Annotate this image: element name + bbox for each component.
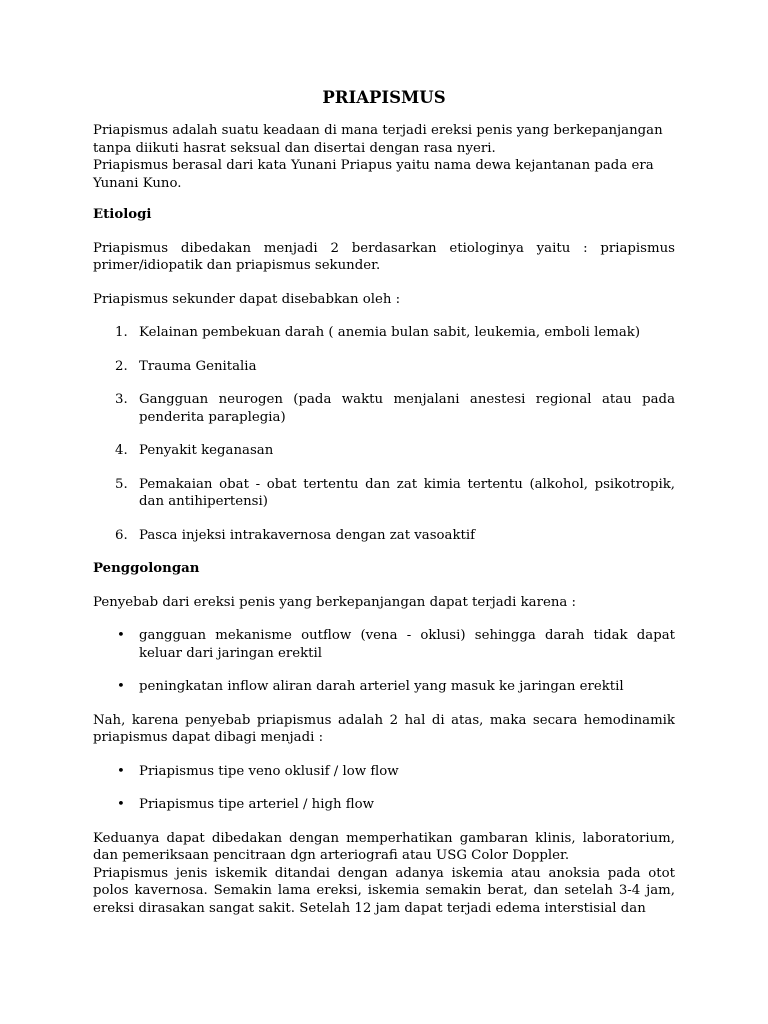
- list-item: [93, 627, 675, 662]
- bullet-icon: •: [117, 679, 125, 694]
- intro-section: [93, 122, 675, 192]
- list-item-text: Pasca injeksi intrakavernosa dengan zat vasoaktif: [139, 527, 476, 543]
- etiologi-numbered-list: [93, 324, 675, 544]
- list-item: [93, 442, 675, 460]
- list-number: 5.: [115, 476, 128, 492]
- list-item: [93, 391, 675, 426]
- closing-paragraph-2: Priapismus jenis iskemik ditandai dengan adanya iskemia atau anoksia pada otot polos kavernosa. Semakin lama ereksi, iskemia semakin berat, dan setelah 3-4 jam, ereksi dirasakan sangat sakit. Setelah 12 jam dapat terjadi edema interstisial dan: [93, 865, 675, 916]
- list-item-text: gangguan mekanisme outflow (vena - oklusi) sehingga darah tidak dapat keluar dari jaringan erektil: [139, 628, 675, 661]
- list-number: 3.: [115, 392, 128, 407]
- list-item: [93, 324, 675, 342]
- list-number: 6.: [115, 527, 128, 543]
- etiologi-paragraph-2: Priapismus sekunder dapat disebabkan oleh :: [93, 291, 401, 307]
- penggolongan-paragraph-2: Nah, karena penyebab priapismus adalah 2 hal di atas, maka secara hemodinamik priapismus dapat dibagi menjadi :: [93, 712, 675, 745]
- bullet-icon: •: [117, 763, 125, 779]
- closing-paragraph-1: Keduanya dapat dibedakan dengan memperhatikan gambaran klinis, laboratorium, dan pemeriksaan pencitraan dgn arteriografi atau USG Color Doppler.: [93, 830, 675, 863]
- etiologi-paragraph-1: Priapismus dibedakan menjadi 2 berdasarkan etiologinya yaitu : priapismus primer/idiopatik dan priapismus sekunder.: [93, 240, 675, 273]
- intro-paragraph-1: Priapismus adalah suatu keadaan di mana terjadi ereksi penis yang berkepanjangan tanpa diikuti hasrat seksual dan disertai dengan rasa nyeri.: [93, 123, 663, 156]
- list-item-text: Penyakit keganasan: [139, 443, 274, 458]
- etiologi-heading: Etiologi: [93, 207, 152, 222]
- document-title: PRIAPISMUS: [322, 88, 446, 107]
- list-item-text: Priapismus tipe veno oklusif / low flow: [139, 763, 399, 779]
- list-item: [93, 358, 675, 376]
- list-item-text: Kelainan pembekuan darah ( anemia bulan sabit, leukemia, emboli lemak): [139, 325, 641, 340]
- list-item: [93, 476, 675, 511]
- list-item-text: Trauma Genitalia: [139, 358, 257, 374]
- intro-paragraph-2: Priapismus berasal dari kata Yunani Priapus yaitu nama dewa kejantanan pada era Yunani Kuno.: [93, 158, 654, 191]
- list-item-text: Gangguan neurogen (pada waktu menjalani anestesi regional atau pada penderita paraplegia): [139, 392, 675, 425]
- document-page: [93, 84, 675, 917]
- list-item: [93, 678, 675, 696]
- closing-paragraphs: [93, 830, 675, 918]
- list-item-text: Priapismus tipe arteriel / high flow: [139, 797, 375, 812]
- bullet-icon: •: [117, 797, 125, 812]
- list-item: [93, 796, 675, 814]
- priapismus-type-bullet-list: [93, 763, 675, 814]
- bullet-icon: •: [117, 628, 125, 643]
- list-number: 2.: [115, 358, 128, 374]
- penggolongan-heading: Penggolongan: [93, 561, 200, 576]
- outflow-inflow-bullet-list: [93, 627, 675, 696]
- list-number: 1.: [115, 325, 128, 340]
- penggolongan-paragraph-1: Penyebab dari ereksi penis yang berkepanjangan dapat terjadi karena :: [93, 594, 577, 610]
- list-item-text: peningkatan inflow aliran darah arteriel yang masuk ke jaringan erektil: [139, 679, 624, 694]
- list-item: [93, 763, 675, 781]
- list-number: 4.: [115, 443, 128, 458]
- list-item-text: Pemakaian obat - obat tertentu dan zat kimia tertentu (alkohol, psikotropik, dan antihipertensi): [139, 476, 675, 509]
- list-item: [93, 527, 675, 545]
